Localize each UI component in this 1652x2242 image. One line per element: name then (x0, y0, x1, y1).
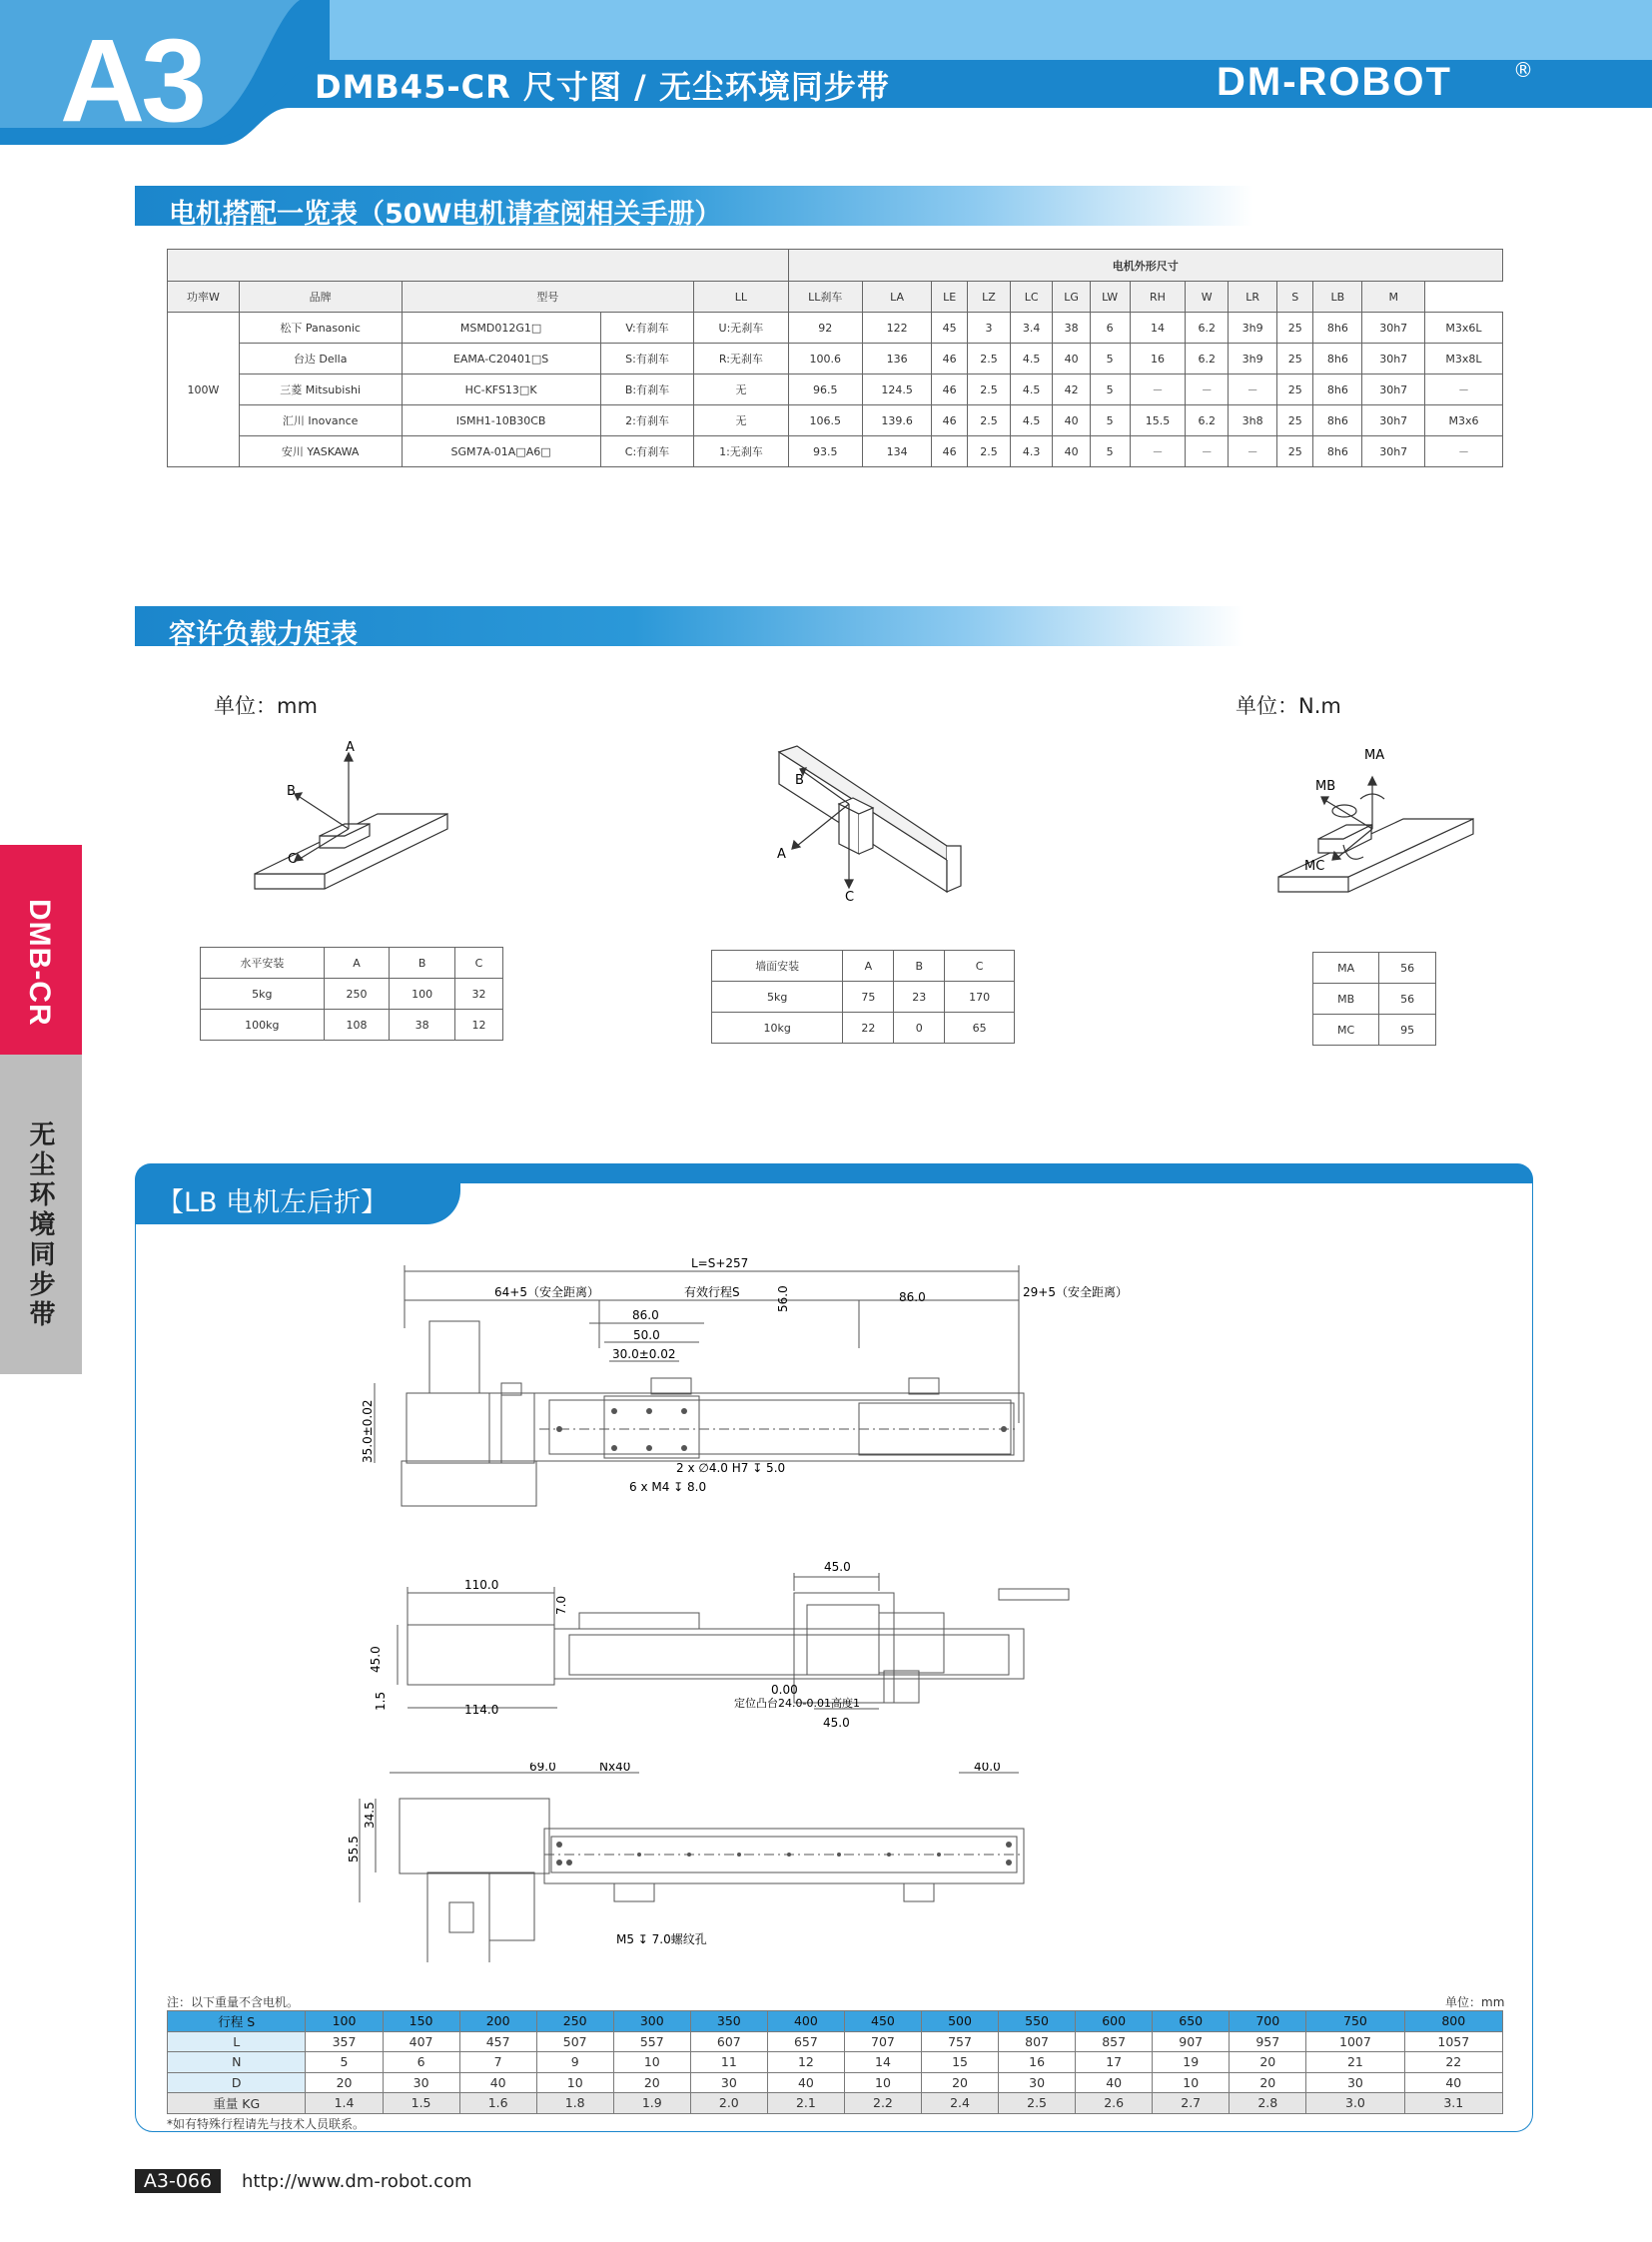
table-cell: 56 (1379, 953, 1436, 984)
side-tab-series-label: DMB-CR (23, 899, 56, 1027)
dim-34-5: 34.5 (363, 1802, 377, 1829)
table-cell: 30h7 (1362, 313, 1424, 344)
table-cell: 1.8 (536, 2093, 613, 2114)
table-cell: 无 (694, 405, 788, 436)
horizontal-load-table (200, 947, 503, 1041)
motor-col-header: M (1362, 282, 1424, 313)
table-cell: 2.5 (968, 374, 1011, 405)
table-cell: EAMA-C20401□S (402, 344, 600, 374)
dim-45a: 45.0 (369, 1646, 383, 1673)
table-unit: 单位：mm (1445, 1995, 1505, 2009)
table-cell: 30 (1306, 2072, 1404, 2093)
table-cell: M3x6 (1424, 405, 1502, 436)
moment-ma-label: MA (1364, 748, 1385, 763)
table-cell: 807 (999, 2031, 1076, 2052)
table-cell: 124.5 (863, 374, 932, 405)
table-row (1313, 953, 1436, 984)
power-cell: 100W (168, 313, 240, 467)
table-cell: 三菱 Mitsubishi (239, 374, 402, 405)
unit-nm-label: 单位：N.m (1236, 694, 1341, 718)
table-cell: 40 (1053, 436, 1090, 467)
table-cell: － (1424, 374, 1502, 405)
table-cell: MC (1313, 1015, 1379, 1046)
table-cell: 557 (613, 2031, 690, 2052)
table-cell: 350 (690, 2011, 767, 2032)
table-cell: 100kg (201, 1010, 325, 1041)
table-cell: 23 (894, 982, 945, 1013)
table-cell: 100.6 (788, 344, 862, 374)
table-cell: U:无刹车 (694, 313, 788, 344)
table-cell: 46 (932, 405, 968, 436)
stroke-row (168, 2072, 1503, 2093)
dim-110: 110.0 (464, 1578, 499, 1592)
stroke-row (168, 2052, 1503, 2073)
table-cell: 200 (459, 2011, 536, 2032)
table-row (712, 1013, 1015, 1044)
table-cell: 1.9 (613, 2093, 690, 2114)
table-cell: 8h6 (1313, 344, 1362, 374)
table-cell: HC-KFS13□K (402, 374, 600, 405)
moment-table (1312, 952, 1436, 1046)
table-cell: 40 (1076, 2072, 1153, 2093)
dim-boss-val: 0.00 (771, 1683, 798, 1697)
table-cell: V:有刹车 (600, 313, 694, 344)
load-col-header: A (324, 948, 390, 979)
table-cell: 5kg (201, 979, 325, 1010)
page-title: DMB45-CR 尺寸图 / 无尘环境同步带 (315, 68, 890, 106)
load-col-header: 墙面安装 (712, 951, 843, 982)
table-cell: 40 (1404, 2072, 1502, 2093)
dim-86a: 86.0 (632, 1308, 659, 1322)
website-link[interactable]: http://www.dm-robot.com (242, 2171, 472, 2192)
table-cell: 10kg (712, 1013, 843, 1044)
load-col-header: B (894, 951, 945, 982)
table-cell: 汇川 Inovance (239, 405, 402, 436)
table-cell: 407 (383, 2031, 459, 2052)
table-cell: 800 (1404, 2011, 1502, 2032)
table-cell: 93.5 (788, 436, 862, 467)
table-cell: 857 (1076, 2031, 1153, 2052)
dim-boss: 定位凸台24.0-0.01高度1 (734, 1697, 860, 1710)
table-cell: 30h7 (1362, 344, 1424, 374)
table-cell: 6.2 (1186, 405, 1229, 436)
motor-col-header: W (1186, 282, 1229, 313)
table-row (168, 313, 1503, 344)
table-cell: 707 (844, 2031, 921, 2052)
table-cell: 8h6 (1313, 313, 1362, 344)
table-cell: SGM7A-01A□A6□ (402, 436, 600, 467)
motor-col-header: 型号 (402, 282, 694, 313)
table-cell: － (1186, 436, 1229, 467)
motor-col-header: 品牌 (239, 282, 402, 313)
table-cell: 22 (1404, 2052, 1502, 2073)
table-row (168, 344, 1503, 374)
table-cell: B:有刹车 (600, 374, 694, 405)
table-cell: 5 (1090, 436, 1130, 467)
registered-mark: ® (1513, 58, 1533, 82)
dim-stroke: 有效行程S (684, 1285, 740, 1299)
table-cell: ISMH1-10B30CB (402, 405, 600, 436)
dim-40: 40.0 (974, 1763, 1001, 1774)
motor-col-header: LB (1313, 282, 1362, 313)
table-cell: 507 (536, 2031, 613, 2052)
motor-col-header: LW (1090, 282, 1130, 313)
table-cell: 100 (390, 979, 455, 1010)
table-cell: 65 (945, 1013, 1015, 1044)
table-cell: 250 (536, 2011, 613, 2032)
table-cell: 9 (536, 2052, 613, 2073)
horizontal-mount-diagram (240, 739, 469, 899)
table-cell: 450 (844, 2011, 921, 2032)
table-cell: － (1130, 436, 1186, 467)
table-cell: 457 (459, 2031, 536, 2052)
table-cell: － (1130, 374, 1186, 405)
stroke-row-label: 行程 S (168, 2011, 306, 2032)
table-cell: 7 (459, 2052, 536, 2073)
table-cell: 2:有刹车 (600, 405, 694, 436)
table-cell: 8h6 (1313, 374, 1362, 405)
table-cell: 957 (1230, 2031, 1306, 2052)
table-cell: 6 (383, 2052, 459, 2073)
table-cell: 2.5 (968, 405, 1011, 436)
table-cell: 550 (999, 2011, 1076, 2032)
dim-69: 69.0 (529, 1763, 556, 1774)
table-cell: － (1229, 436, 1277, 467)
table-row (1313, 984, 1436, 1015)
brand-logo: DM-ROBOT (1217, 60, 1452, 104)
table-cell: 357 (306, 2031, 383, 2052)
table-cell: 14 (1130, 313, 1186, 344)
table-cell: M3x6L (1424, 313, 1502, 344)
table-cell: 5 (306, 2052, 383, 2073)
table-cell: 4.5 (1010, 374, 1053, 405)
table-cell: 2.7 (1153, 2093, 1230, 2114)
table-cell: S:有刹车 (600, 344, 694, 374)
table-cell: 无 (694, 374, 788, 405)
table-cell: MB (1313, 984, 1379, 1015)
dim-35: 35.0±0.02 (361, 1399, 375, 1463)
table-cell: C:有刹车 (600, 436, 694, 467)
wall-axis-b-label: B (795, 773, 804, 788)
table-cell: 20 (921, 2072, 998, 2093)
table-cell: 46 (932, 436, 968, 467)
weight-note: 注：以下重量不含电机。 (167, 1995, 300, 2009)
table-cell: 5kg (712, 982, 843, 1013)
wall-load-table (711, 950, 1015, 1044)
table-cell: 5 (1090, 374, 1130, 405)
table-cell: 台达 Della (239, 344, 402, 374)
load-col-header: 水平安装 (201, 948, 325, 979)
table-cell: 2.4 (921, 2093, 998, 2114)
table-cell: 2.5 (968, 436, 1011, 467)
table-cell: 2.1 (767, 2093, 844, 2114)
table-cell: 3 (968, 313, 1011, 344)
dim-45b: 45.0 (824, 1560, 851, 1574)
table-cell: 安川 YASKAWA (239, 436, 402, 467)
table-cell: 1.6 (459, 2093, 536, 2114)
motor-dims-group-header: 电机外形尺寸 (788, 250, 1502, 282)
motor-col-header: RH (1130, 282, 1186, 313)
stroke-row-label: N (168, 2052, 306, 2073)
table-cell: 2.5 (999, 2093, 1076, 2114)
stroke-row-label: D (168, 2072, 306, 2093)
table-cell: 700 (1230, 2011, 1306, 2032)
motor-col-header: LZ (968, 282, 1011, 313)
table-cell: 32 (455, 979, 503, 1010)
moment-mc-label: MC (1304, 859, 1325, 874)
table-cell: MA (1313, 953, 1379, 984)
table-cell: 0 (894, 1013, 945, 1044)
table-cell: 40 (459, 2072, 536, 2093)
table-cell: 30h7 (1362, 436, 1424, 467)
motor-col-header: LC (1010, 282, 1053, 313)
motor-col-header: S (1277, 282, 1313, 313)
axis-a-label: A (346, 740, 355, 755)
table-row (201, 1010, 503, 1041)
table-cell: 2.5 (968, 344, 1011, 374)
table-cell: 106.5 (788, 405, 862, 436)
table-cell: 15 (921, 2052, 998, 2073)
wall-axis-a-label: A (777, 847, 786, 862)
table-cell: 650 (1153, 2011, 1230, 2032)
table-cell: 1.4 (306, 2093, 383, 2114)
dim-55-5: 55.5 (347, 1836, 361, 1863)
table-cell: 10 (536, 2072, 613, 2093)
dim-safe-left: 64+5（安全距离） (494, 1285, 599, 1299)
dim-7: 7.0 (554, 1595, 568, 1615)
table-cell: 1:无刹车 (694, 436, 788, 467)
table-cell: 170 (945, 982, 1015, 1013)
load-col-header: C (455, 948, 503, 979)
table-cell: 8h6 (1313, 436, 1362, 467)
stroke-row (168, 2011, 1503, 2032)
table-cell: 46 (932, 374, 968, 405)
moment-diagram (1268, 739, 1488, 919)
table-cell: 30 (690, 2072, 767, 2093)
table-cell: 1057 (1404, 2031, 1502, 2052)
table-cell: 750 (1306, 2011, 1404, 2032)
motor-col-header: LE (932, 282, 968, 313)
stroke-row-label: 重量 KG (168, 2093, 306, 2114)
table-cell: 16 (1130, 344, 1186, 374)
table-cell: 657 (767, 2031, 844, 2052)
table-cell: 5 (1090, 344, 1130, 374)
table-cell: 20 (613, 2072, 690, 2093)
motor-col-header: LG (1053, 282, 1090, 313)
dimension-drawing-top (340, 1253, 1368, 1773)
motor-col-header: LL (694, 282, 788, 313)
table-cell: 108 (324, 1010, 390, 1041)
table-cell: 25 (1277, 436, 1313, 467)
table-cell: MSMD012G1□ (402, 313, 600, 344)
table-cell: 607 (690, 2031, 767, 2052)
side-tab-category-label: 无尘环境同步带 (25, 1121, 55, 1330)
table-cell: 3h8 (1229, 405, 1277, 436)
table-cell: － (1424, 436, 1502, 467)
dim-m5: M5 ↧ 7.0螺纹孔 (616, 1932, 707, 1946)
table-cell: 1007 (1306, 2031, 1404, 2052)
motor-col-header: LL刹车 (788, 282, 862, 313)
table-cell: 16 (999, 2052, 1076, 2073)
table-cell: 45 (932, 313, 968, 344)
page-number: A3-066 (135, 2169, 221, 2193)
dim-45c: 45.0 (823, 1716, 850, 1730)
table-cell: 3h9 (1229, 313, 1277, 344)
dimension-drawing-bottom (340, 1763, 1039, 1962)
table-cell: 25 (1277, 405, 1313, 436)
table-cell: 30 (383, 2072, 459, 2093)
table-cell: 30 (999, 2072, 1076, 2093)
table-cell: 400 (767, 2011, 844, 2032)
table-cell: 300 (613, 2011, 690, 2032)
table-cell: 10 (613, 2052, 690, 2073)
table-cell: 2.0 (690, 2093, 767, 2114)
table-cell: 5 (1090, 405, 1130, 436)
load-col-header: B (390, 948, 455, 979)
table-cell: 2.6 (1076, 2093, 1153, 2114)
table-cell: 4.5 (1010, 344, 1053, 374)
table-cell: 25 (1277, 374, 1313, 405)
wall-axis-c-label: C (845, 890, 855, 905)
table-cell: 10 (844, 2072, 921, 2093)
dim-86b: 86.0 (899, 1290, 926, 1304)
table-cell: 3.0 (1306, 2093, 1404, 2114)
table-cell: 75 (843, 982, 894, 1013)
table-cell: 20 (1230, 2072, 1306, 2093)
table-cell: 11 (690, 2052, 767, 2073)
table-row (168, 436, 1503, 467)
table-row (1313, 1015, 1436, 1046)
table-cell: 3.4 (1010, 313, 1053, 344)
table-cell: 96.5 (788, 374, 862, 405)
table-cell: － (1186, 374, 1229, 405)
table-cell: 46 (932, 344, 968, 374)
table-cell: 松下 Panasonic (239, 313, 402, 344)
table-cell: 56 (1379, 984, 1436, 1015)
table-cell: 30h7 (1362, 374, 1424, 405)
table-cell: 150 (383, 2011, 459, 2032)
table-cell: 40 (1053, 344, 1090, 374)
table-cell: 6 (1090, 313, 1130, 344)
table-cell: 95 (1379, 1015, 1436, 1046)
load-col-header: A (843, 951, 894, 982)
table-cell: 4.3 (1010, 436, 1053, 467)
table-cell: 134 (863, 436, 932, 467)
table-cell: 500 (921, 2011, 998, 2032)
table-cell: 42 (1053, 374, 1090, 405)
table-cell: 1.5 (383, 2093, 459, 2114)
table-cell: 907 (1153, 2031, 1230, 2052)
dim-56: 56.0 (776, 1285, 790, 1312)
dim-30: 30.0±0.02 (612, 1347, 676, 1361)
table-cell: 250 (324, 979, 390, 1010)
table-cell: 6.2 (1186, 344, 1229, 374)
table-cell: 15.5 (1130, 405, 1186, 436)
table-cell: 139.6 (863, 405, 932, 436)
table-cell: 12 (767, 2052, 844, 2073)
table-cell: 92 (788, 313, 862, 344)
section-code: A3 (60, 15, 203, 147)
table-cell: 40 (767, 2072, 844, 2093)
dim-1-5: 1.5 (374, 1691, 388, 1711)
table-cell: 122 (863, 313, 932, 344)
table-row (712, 982, 1015, 1013)
dim-nx40: Nx40 (599, 1763, 631, 1774)
table-cell: 20 (1230, 2052, 1306, 2073)
axis-b-label: B (287, 784, 296, 799)
table-cell: 30h7 (1362, 405, 1424, 436)
table-cell: 22 (843, 1013, 894, 1044)
lb-section-title: 【LB 电机左后折】 (135, 1180, 460, 1224)
stroke-row-label: L (168, 2031, 306, 2052)
table-cell: 19 (1153, 2052, 1230, 2073)
table-cell: M3x8L (1424, 344, 1502, 374)
table-cell: 38 (390, 1010, 455, 1041)
dim-hole1: 2 x ∅4.0 H7 ↧ 5.0 (676, 1461, 786, 1475)
table-cell: 3.1 (1404, 2093, 1502, 2114)
table-cell: 17 (1076, 2052, 1153, 2073)
wall-mount-diagram (769, 744, 969, 914)
table-cell: 21 (1306, 2052, 1404, 2073)
table-row (168, 405, 1503, 436)
table-cell: 8h6 (1313, 405, 1362, 436)
table-cell: 38 (1053, 313, 1090, 344)
table-cell: 757 (921, 2031, 998, 2052)
load-col-header: C (945, 951, 1015, 982)
table-cell: 6.2 (1186, 313, 1229, 344)
dim-safe-right: 29+5（安全距离） (1023, 1285, 1128, 1299)
table-cell: 25 (1277, 313, 1313, 344)
dim-hole2: 6 x M4 ↧ 8.0 (629, 1480, 707, 1494)
dim-114: 114.0 (464, 1703, 499, 1717)
table-cell: 136 (863, 344, 932, 374)
load-section-title: 容许负载力矩表 (135, 606, 1243, 646)
table-cell: 2.2 (844, 2093, 921, 2114)
table-cell: 100 (306, 2011, 383, 2032)
table-cell: 25 (1277, 344, 1313, 374)
stroke-table (167, 2010, 1503, 2114)
special-stroke-note: *如有特殊行程请先与技术人员联系。 (167, 2117, 366, 2131)
moment-mb-label: MB (1315, 779, 1336, 794)
table-cell: 4.5 (1010, 405, 1053, 436)
stroke-row (168, 2093, 1503, 2114)
table-cell: 2.8 (1230, 2093, 1306, 2114)
table-cell: 14 (844, 2052, 921, 2073)
motor-col-header: LA (863, 282, 932, 313)
motor-table (167, 249, 1503, 467)
table-row (201, 979, 503, 1010)
dim-50: 50.0 (633, 1328, 660, 1342)
motor-col-header: 功率W (168, 282, 240, 313)
unit-mm-label: 单位：mm (214, 694, 318, 718)
table-cell: 12 (455, 1010, 503, 1041)
dim-l-label: L=S+257 (691, 1256, 749, 1270)
table-cell: 10 (1153, 2072, 1230, 2093)
motor-col-header: LR (1229, 282, 1277, 313)
motor-section-title: 电机搭配一览表（50W电机请查阅相关手册） (135, 186, 1253, 226)
table-cell: 600 (1076, 2011, 1153, 2032)
table-cell: 3h9 (1229, 344, 1277, 374)
stroke-row (168, 2031, 1503, 2052)
table-cell: 40 (1053, 405, 1090, 436)
table-cell: R:无刹车 (694, 344, 788, 374)
table-cell: 20 (306, 2072, 383, 2093)
table-row (168, 374, 1503, 405)
table-cell: － (1229, 374, 1277, 405)
axis-c-label: C (288, 852, 298, 867)
